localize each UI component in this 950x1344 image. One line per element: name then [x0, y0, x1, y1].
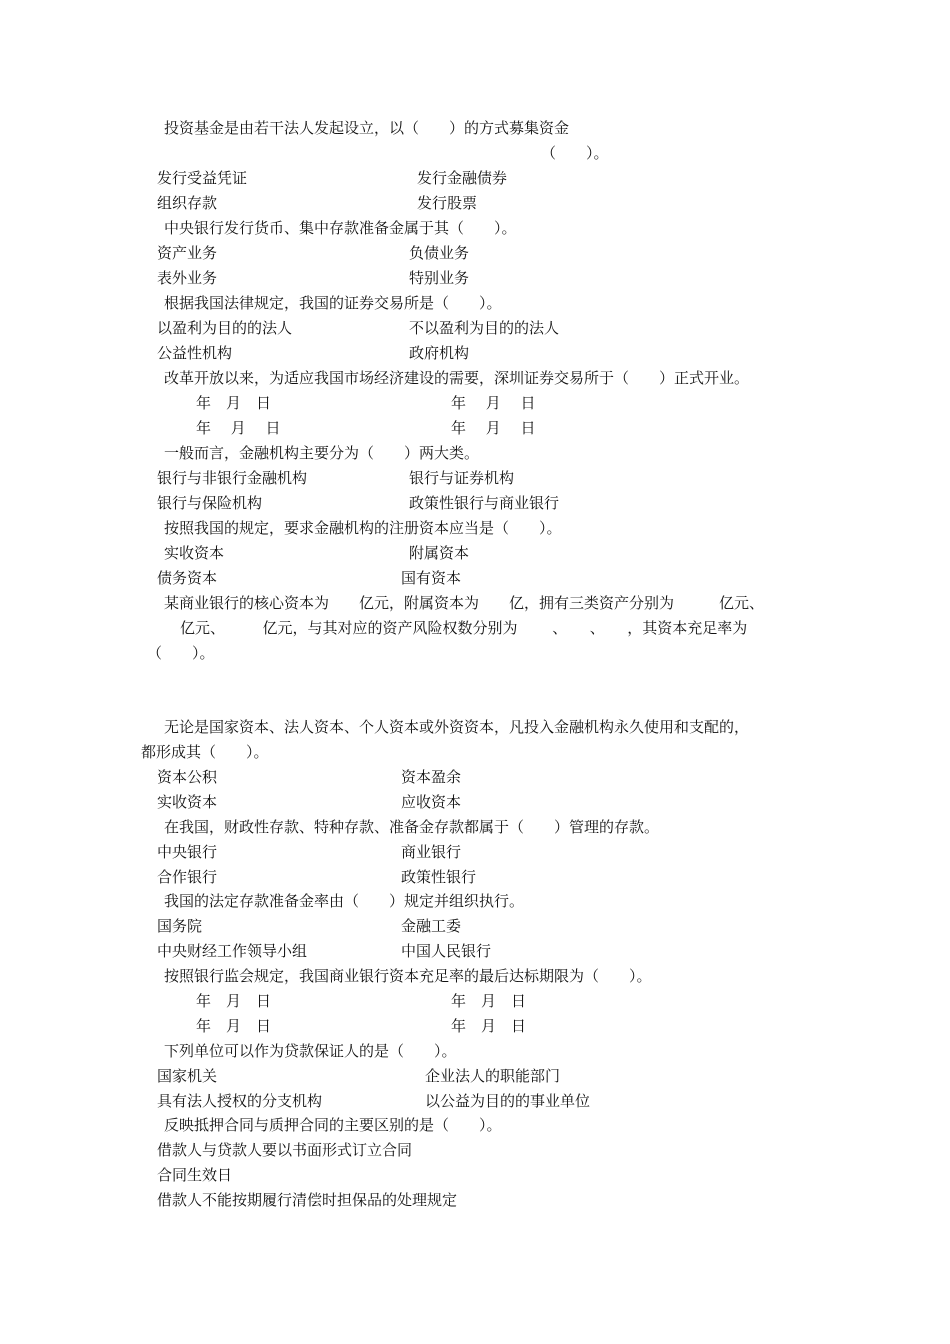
- option: 具有法人授权的分支机构: [157, 1092, 323, 1110]
- option: 以公益为目的的事业单位: [425, 1092, 591, 1110]
- question-stem: 下列单位可以作为贷款保证人的是（ ）。: [164, 1042, 457, 1060]
- option: 中央财经工作领导小组: [157, 942, 308, 960]
- question-stem: 我国的法定存款准备金率由（ ）规定并组织执行。: [164, 892, 525, 910]
- option: 中央银行: [157, 843, 218, 861]
- option: 合作银行: [157, 868, 218, 886]
- option: 借款人不能按期履行清偿时担保品的处理规定: [157, 1191, 458, 1209]
- option: 年 月 日: [196, 1017, 272, 1035]
- option: 资产业务: [157, 244, 218, 262]
- question-stem-cont: （ ）。: [541, 144, 609, 162]
- option: 应收资本: [401, 793, 462, 811]
- option: 附属资本: [409, 544, 470, 562]
- option: 发行金融债券: [417, 169, 508, 187]
- option: 以盈利为目的的法人: [157, 319, 293, 337]
- option: 债务资本: [157, 569, 218, 587]
- option: 发行股票: [417, 194, 478, 212]
- option: 企业法人的职能部门: [425, 1067, 561, 1085]
- option: 实收资本: [157, 793, 218, 811]
- option: 公益性机构: [157, 344, 233, 362]
- option: 国务院: [157, 917, 203, 935]
- option: 年 月 日: [196, 394, 272, 412]
- question-stem-cont: 都形成其（ ）。: [141, 743, 269, 761]
- option: 实收资本: [164, 544, 225, 562]
- option: 年 月 日: [451, 1017, 527, 1035]
- option: 银行与证券机构: [409, 469, 515, 487]
- option: 组织存款: [157, 194, 218, 212]
- question-stem-cont: （ ）。: [147, 644, 215, 662]
- option: 国有资本: [401, 569, 462, 587]
- question-stem: 在我国，财政性存款、特种存款、准备金存款都属于（ ）管理的存款。: [164, 818, 660, 836]
- option: 商业银行: [401, 843, 462, 861]
- option: 合同生效日: [157, 1166, 233, 1184]
- option: 金融工委: [401, 917, 462, 935]
- option: 特别业务: [409, 269, 470, 287]
- question-stem: 无论是国家资本、法人资本、个人资本或外资资本，凡投入金融机构永久使用和支配的，: [164, 718, 750, 736]
- question-stem: 根据我国法律规定，我国的证券交易所是（ ）。: [164, 294, 502, 312]
- question-stem: 投资基金是由若干法人发起设立，以（ ）的方式募集资金: [164, 119, 570, 137]
- option: 年 月 日: [451, 419, 536, 437]
- option: 国家机关: [157, 1067, 218, 1085]
- option: 年 月 日: [451, 992, 527, 1010]
- question-stem: 一般而言，金融机构主要分为（ ）两大类。: [164, 444, 480, 462]
- option: 年 月 日: [451, 394, 536, 412]
- question-stem: 某商业银行的核心资本为 亿元，附属资本为 亿，拥有三类资产分别为 亿元、: [164, 594, 765, 612]
- question-stem: 反映抵押合同与质押合同的主要区别的是（ ）。: [164, 1116, 502, 1134]
- question-stem: 中央银行发行货币、集中存款准备金属于其（ ）。: [164, 219, 517, 237]
- option: 年 月 日: [196, 419, 281, 437]
- option: 负债业务: [409, 244, 470, 262]
- option: 银行与保险机构: [157, 494, 263, 512]
- option: 表外业务: [157, 269, 218, 287]
- option: 不以盈利为目的的法人: [409, 319, 560, 337]
- option: 发行受益凭证: [157, 169, 248, 187]
- option: 政策性银行与商业银行: [409, 494, 560, 512]
- question-stem-cont: 亿元、 亿元，与其对应的资产风险权数分别为 、 、 ，其资本充足率为: [180, 619, 748, 637]
- option: 银行与非银行金融机构: [157, 469, 308, 487]
- option: 政府机构: [409, 344, 470, 362]
- question-stem: 改革开放以来，为适应我国市场经济建设的需要，深圳证券交易所于（ ）正式开业。: [164, 369, 750, 387]
- option: 年 月 日: [196, 992, 272, 1010]
- option: 政策性银行: [401, 868, 477, 886]
- option: 资本公积: [157, 768, 218, 786]
- question-stem: 按照我国的规定，要求金融机构的注册资本应当是（ ）。: [164, 519, 562, 537]
- question-stem: 按照银行监会规定，我国商业银行资本充足率的最后达标期限为（ ）。: [164, 967, 652, 985]
- option: 借款人与贷款人要以书面形式订立合同: [157, 1141, 413, 1159]
- option: 中国人民银行: [401, 942, 492, 960]
- option: 资本盈余: [401, 768, 462, 786]
